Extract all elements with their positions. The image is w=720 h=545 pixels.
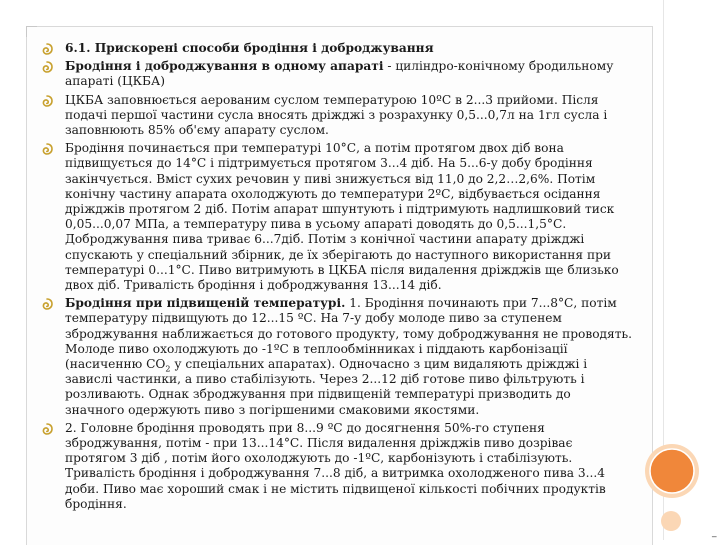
swirl-bullet-icon xyxy=(40,94,54,108)
item-text-continued: у спеціальних апаратах). Одночасно з цим видаляють дріжджі і завислі частинки, а пиво стабілізують. Через 2...12 діб готове пиво фільтрують і розливають. Однак зброджування при підвищеній температурі призводить до значного одержують пиво з погіршеними смаковими якостями. xyxy=(65,357,588,417)
list-item xyxy=(40,59,632,89)
list-item xyxy=(40,421,632,512)
swirl-bullet-icon xyxy=(40,142,54,156)
edge-mark: _ xyxy=(712,528,717,538)
list-item xyxy=(40,93,632,139)
item-heading: Бродіння і доброджування в одному апараті xyxy=(65,59,384,74)
item-heading: Бродіння при підвищеній температурі. xyxy=(65,296,346,311)
list-item xyxy=(40,141,632,293)
item-text: ЦКБА заповнюється аерованим суслом температурою 10ºС в 2...3 прийоми. Після подачі першої частини сусла вносять дріжджі з розрахунку 0,5...0,7л на 1гл сусла і заповнюють 85% об'єму апарату суслом. xyxy=(65,92,608,138)
swirl-bullet-icon xyxy=(40,60,54,74)
swirl-bullet-icon xyxy=(40,297,54,311)
item-text: - циліндро-конічному бродильному апараті (ЦКБА) xyxy=(65,59,614,89)
item-text: 2. Головне бродіння проводять при 8...9 ºС до досягнення 50%-го ступеня зброджування, потім - при 13...14°С. Після видалення дріжджів пиво дозріває протягом 3 діб , потім його охолоджують до -1ºС, карбонізують і стабілізують. Тривалість бродіння і доброджування 7...8 діб, а витримка охолодженого пива 3...4 доби. Пиво має хороший смак і не містить підвищеної кількості побічних продуктів бродіння. xyxy=(65,420,606,511)
orange-circle-decoration xyxy=(643,442,701,500)
list-item xyxy=(40,41,632,56)
slide-content xyxy=(40,41,632,515)
subscript-text: 2 xyxy=(165,364,171,374)
swirl-bullet-icon xyxy=(40,422,54,436)
swirl-bullet-icon xyxy=(40,42,54,56)
frame-corner-decoration xyxy=(26,26,37,37)
item-text: 1. Бродіння починають при 7...8°С, потім температуру підвищують до 12...15 ºС. На 7-у добу молоде пиво за ступенем зброджування наближається до готового продукту, тому доброджування не проводять. Молоде пиво охолоджують до -1ºС в теплообмінниках і піддають карбонізації (насиченню СО xyxy=(65,296,632,372)
item-text: Бродіння починається при температурі 10°С, а потім протягом двох діб вона підвищується до 14°С і підтримується протягом 3...4 діб. На 5...6-у добу бродіння закінчується. Вміст сухих речовин у пиві знижується від 11,0 до 2,2…2,6%. Потім конічну частину апарата охолоджують до температури 2ºС, відбувається осідання дріжджів протягом 2 діб. Потім апарат шпунтують і підтримують надлишковий тиск 0,05...0,07 МПа, а температуру пива в усьому апараті доводять до 0,5...1,5°С. Доброджування пива триває 6...7діб. Потім з конічної частини апарату дріжджі спускають у спеціальний збірник, де їх зберігають до наступного використання при температурі 0...1°С. Пиво витримують в ЦКБА після видалення дріжджів ще близько двох діб. Тривалість бродіння і доброджування 13...14 діб. xyxy=(65,141,619,293)
section-heading: 6.1. Прискорені способи бродіння і доброджування xyxy=(65,41,434,55)
list-item xyxy=(40,296,632,418)
small-circle-decoration xyxy=(660,510,682,532)
